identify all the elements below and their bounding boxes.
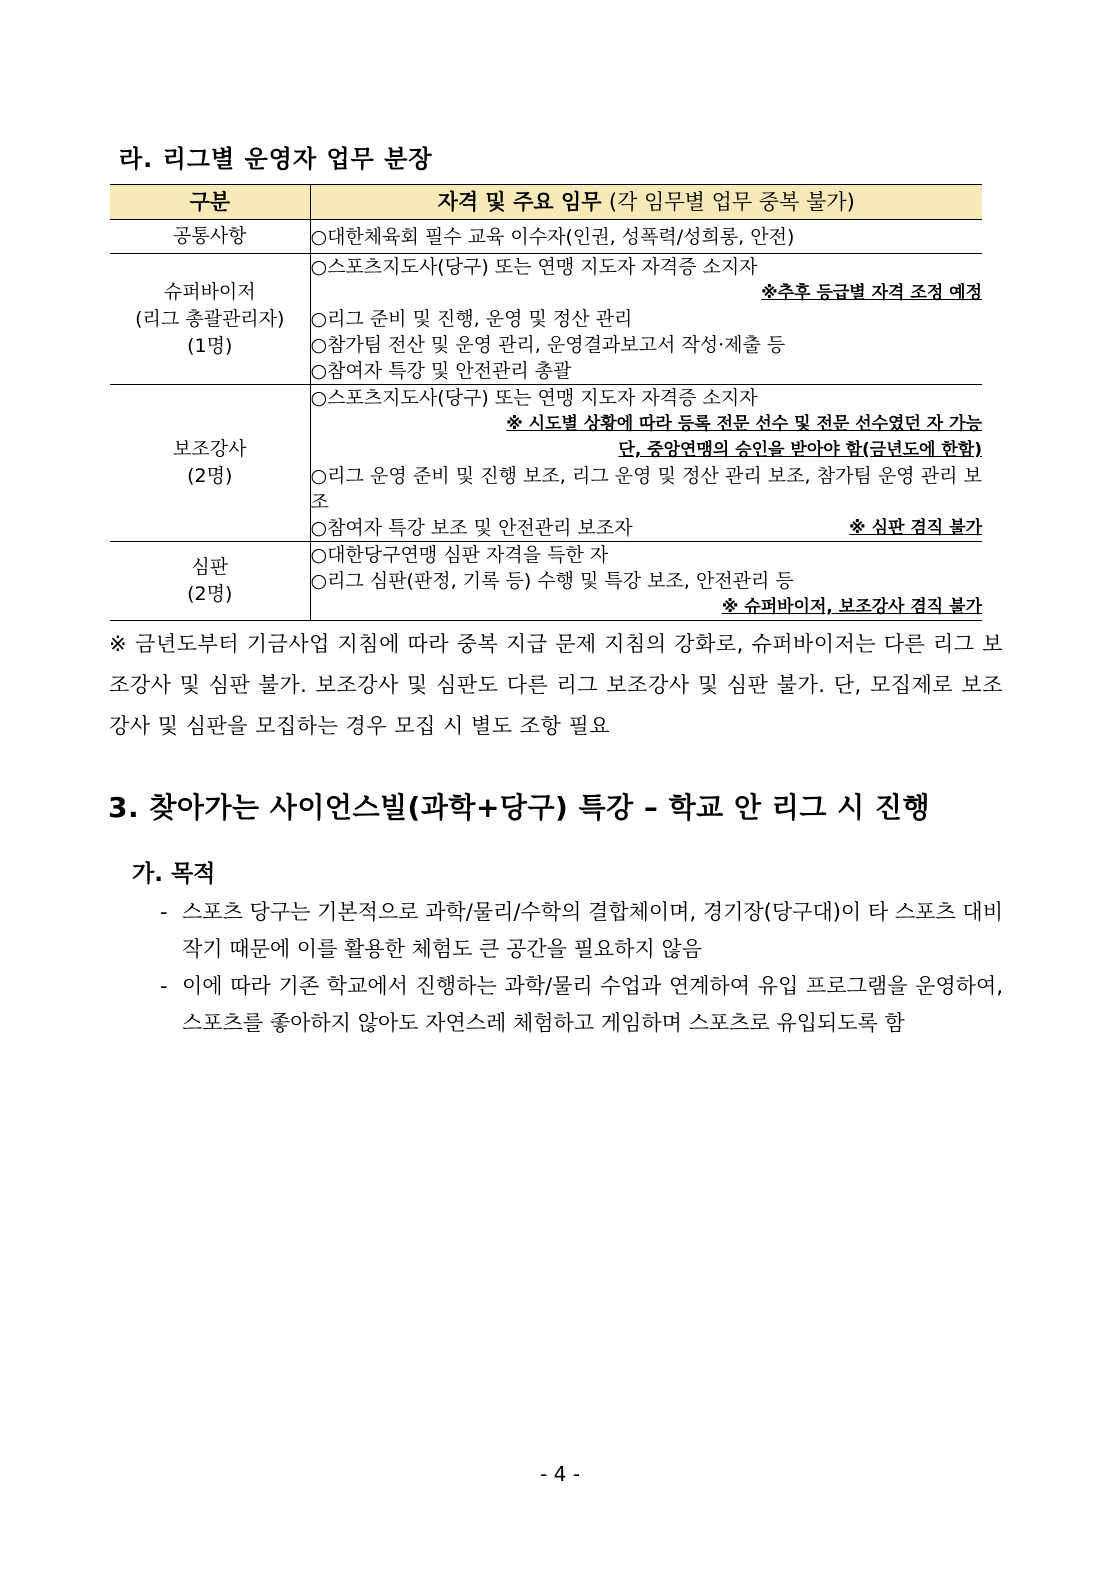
list-item-text: 스포츠 당구는 기본적으로 과학/물리/수학의 결합체이며, 경기장(당구대)이 타 스포츠 대비 작기 때문에 이를 활용한 체험도 큰 공간을 필요하지 않음: [182, 900, 1003, 961]
bullet-marker: -: [160, 974, 168, 998]
category-label: 슈퍼바이저: [163, 280, 256, 303]
list-item-text: 이에 따라 기존 학교에서 진행하는 과학/물리 수업과 연계하여 유입 프로그램을 운영하여, 스포츠를 좋아하지 않아도 자연스레 체험하고 게임하며 스포츠로 유입되도록 함: [182, 974, 1003, 1035]
category-count: (1명): [187, 334, 233, 357]
section-3-title: 3. 찾아가는 사이언스빌(과학+당구) 특강 – 학교 안 리그 시 진행: [108, 791, 931, 824]
section-3-subheading: 가. 목적: [132, 861, 216, 887]
header-duties-label: 자격 및 주요 임무: [437, 190, 602, 214]
duty-line: ○스포츠지도사(당구) 또는 연맹 지도자 자격증 소지자: [310, 387, 758, 409]
category-label: 심판: [191, 556, 229, 578]
table-header-row: [110, 185, 982, 220]
bullet-marker: -: [160, 900, 168, 924]
table-row: [110, 254, 982, 385]
duty-line: ○대한당구연맹 심판 자격을 득한 자: [310, 544, 609, 566]
duty-line: ○스포츠지도사(당구) 또는 연맹 지도자 자격증 소지자: [310, 256, 758, 278]
row-category: [110, 254, 310, 385]
row-category: [110, 542, 310, 621]
duty-line: ○리그 심판(판정, 기록 등) 수행 및 특강 보조, 안전관리 등: [310, 570, 794, 592]
list-item: [160, 894, 1003, 968]
row-duties: [310, 542, 982, 621]
duty-line: ○참여자 특강 보조 및 안전관리 보조자: [310, 517, 633, 539]
duty-line: ○대한체육회 필수 교육 이수자(인권, 성폭력/성희롱, 안전): [310, 225, 795, 248]
duty-line: ○리그 운영 준비 및 진행 보조, 리그 운영 및 정산 관리 보조, 참가팀 운영 관리 보조: [310, 465, 982, 513]
row-category: [110, 220, 310, 254]
row-category: [110, 385, 310, 542]
category-sublabel: (리그 총괄관리자): [135, 307, 285, 330]
duty-note: ※ 시도별 상황에 따라 등록 전문 선수 및 전문 선수였던 자 가능: [506, 414, 982, 434]
table-row: [110, 542, 982, 621]
category-label: 보조강사: [173, 438, 247, 460]
duty-note: ※ 슈퍼바이저, 보조강사 겸직 불가: [721, 597, 982, 617]
category-count: (2명): [187, 583, 233, 605]
purpose-list: [160, 894, 1003, 1042]
duty-note: 단, 중앙연맹의 승인을 받아야 함(금년도에 한함): [618, 440, 982, 460]
category-count: (2명): [187, 465, 233, 487]
page-number: - 4 -: [540, 1462, 580, 1486]
duty-note: ※추후 등급별 자격 조정 예정: [761, 283, 982, 303]
table-row: [110, 385, 982, 542]
row-duties: [310, 254, 982, 385]
list-item: [160, 968, 1003, 1042]
header-duties-note: (각 임무별 업무 중복 불가): [608, 190, 855, 214]
duty-note: ※ 심판 겸직 불가: [849, 518, 982, 538]
table-row: [110, 220, 982, 254]
role-table: [110, 184, 982, 621]
header-duties: [310, 185, 982, 220]
duty-line: ○참여자 특강 및 안전관리 총괄: [310, 360, 572, 382]
duty-line-with-note: [311, 515, 983, 541]
footnote-paragraph: ※ 금년도부터 기금사업 지침에 따라 중복 지급 문제 지침의 강화로, 슈퍼바이저는 다른 리그 보조강사 및 심판 불가. 보조강사 및 심판도 다른 리그 보조강사 및 심판 불가. 단, 모집제로 보조강사 및 심판을 모집하는 경우 모집 시 별도 조항 필요: [109, 632, 1003, 738]
row-duties: [310, 220, 982, 254]
duty-line: ○참가팀 전산 및 운영 관리, 운영결과보고서 작성·제출 등: [310, 334, 786, 356]
row-duties: [310, 385, 982, 542]
section-heading: 라. 리그별 운영자 업무 분장: [119, 145, 433, 173]
category-label: 공통사항: [173, 225, 247, 247]
duty-line: ○리그 준비 및 진행, 운영 및 정산 관리: [310, 308, 633, 330]
header-category: 구분: [110, 185, 310, 220]
